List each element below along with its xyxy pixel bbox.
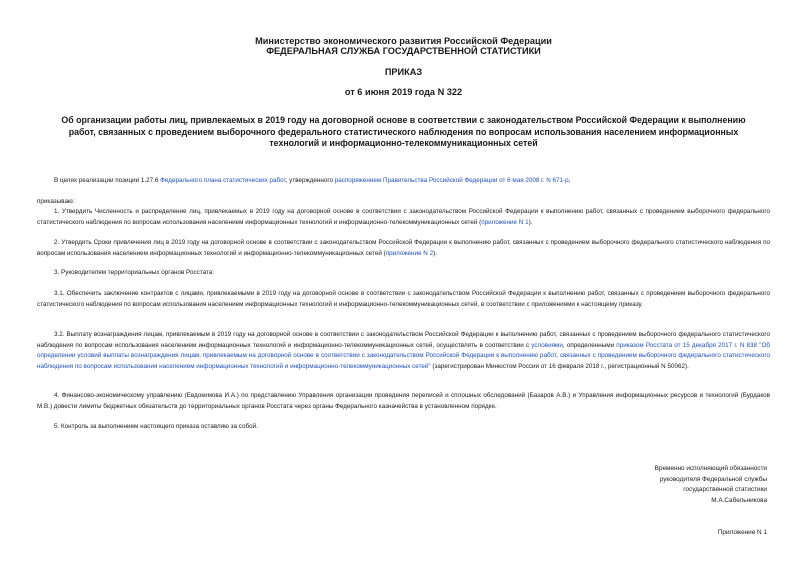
doc-type-heading: ПРИКАЗ xyxy=(384,67,423,77)
item-5-paragraph: 5. Контроль за выполнением настоящего приказа оставляю за собой. xyxy=(54,423,258,430)
document-title: Об организации работы лиц, привлекаемых в 2019 году на договорной основе в соответствии с законодательством Российской Федерации к выполнению работ, связанных с проведением выборочного федерального статистического наблюдения по вопросам использования населением информационных технологий и информационно-телекоммуникационных сетей xyxy=(61,115,746,148)
signature-block xyxy=(547,464,767,506)
item-3-paragraph: 3. Руководителям территориальных органов Росстата: xyxy=(54,269,215,276)
item-3-2-mid: , определенными xyxy=(562,341,617,349)
signature-line: государственной статистики xyxy=(683,486,767,494)
item-1-end: ). xyxy=(528,218,533,226)
federal-plan-link[interactable]: Федерального плана статистических работ xyxy=(160,177,286,184)
conditions-link[interactable]: условиями xyxy=(531,341,563,349)
rosstat-order-link[interactable]: приказом Росстата от 15 декабря 2017 г. N 838 "Об определении условий выплаты вознаграждения лицам, привлекаемым на договорной основе в соответствии с законодательством Российской Федерации к выполнению работ, связанных с проведением выборочного федерального статистического наблюдения по вопросам использования населением информационных технологий и информационно-телекоммуникационных сетей" xyxy=(37,341,770,370)
preamble-paragraph xyxy=(37,176,770,187)
preamble-text: , xyxy=(568,177,571,184)
appendix-2-link[interactable]: приложение N 2 xyxy=(385,249,434,257)
item-3-2-text: 3.2. Выплату вознаграждения лицам, привлекаемым в 2019 году на договорной основе в соответствии с законодательством Российской Федерации к выполнению работ, связанных с проведением выборочного федерального статистического наблюдения по вопросам использования населением информационных технологий и информационно-телекоммуникационных сетей, осуществлять в соответствии с xyxy=(37,331,770,349)
item-2-text: 2. Утвердить Сроки привлечения лиц в 2019 году на договорной основе в соответствии с законодательством Российской Федерации к выполнению работ, связанных с проведением выборочного федерального статистического наблюдения по вопросам использования населением информационных технологий и информационно-телекоммуникационных сетей ( xyxy=(37,239,770,257)
service-heading: ФЕДЕРАЛЬНАЯ СЛУЖБА ГОСУДАРСТВЕННОЙ СТАТИСТИКИ xyxy=(266,46,541,56)
order-word: приказываю: xyxy=(37,198,75,205)
signature-line: руководителя Федеральной службы xyxy=(659,475,767,483)
item-1-paragraph xyxy=(37,207,770,228)
date-number-heading: от 6 июня 2019 года N 322 xyxy=(344,87,463,97)
item-4-paragraph: 4. Финансово-экономическому управлению (Евдокимова И.А.) по представлению Управления организации проведения переписей и сплошных обследований (Базаров А.В.) и Управления информационных ресурсов и технологий (Бурдаков М.В.) довести лимиты бюджетных обязательств до территориальных органов Росстата через органы Федерального казначейства в установленном порядке. xyxy=(37,392,770,410)
appendix-1-link[interactable]: приложение N 1 xyxy=(481,218,529,226)
item-3-2-end: (зарегистрирован Минюстом России от 16 февраля 2018 г., регистрационный N 50062). xyxy=(430,362,689,370)
item-1-text: 1. Утвердить Численность и распределение лиц, привлекаемых в 2019 году на договорной основе в соответствии с законодательством Российской Федерации к выполнению работ, связанных с проведением выборочного федерального статистического наблюдения по вопросам использования населением информационных технологий и информационно-телекоммуникационных сетей ( xyxy=(37,208,770,226)
government-order-link[interactable]: распоряжением Правительства Российской Федерации от 6 мая 2008 г. N 671-р xyxy=(334,177,569,184)
item-3-2-paragraph xyxy=(37,330,770,372)
appendix-label: Приложение N 1 xyxy=(717,529,767,536)
item-3-1-paragraph: 3.1. Обеспечить заключение контрактов с лицами, привлекаемыми в 2019 году на договорной основе в соответствии с законодательством Российской Федерации к выполнению работ, связанных с проведением выборочного федерального статистического наблюдения по вопросам использования населением информационных технологий и информационно-телекоммуникационных сетей, в соответствии с приложениями к настоящему приказу. xyxy=(37,290,770,308)
preamble-text: В целях реализации позиции 1.27.6 xyxy=(54,177,161,184)
signature-line: Временно исполняющий обязанности xyxy=(654,465,767,472)
signatory-name: М.А.Сабельникова xyxy=(711,496,767,504)
item-2-end: ). xyxy=(433,249,437,257)
item-2-paragraph xyxy=(37,238,770,259)
preamble-text: , утвержденного xyxy=(285,177,335,184)
ministry-heading: Министерство экономического развития Российской Федерации xyxy=(255,36,552,46)
